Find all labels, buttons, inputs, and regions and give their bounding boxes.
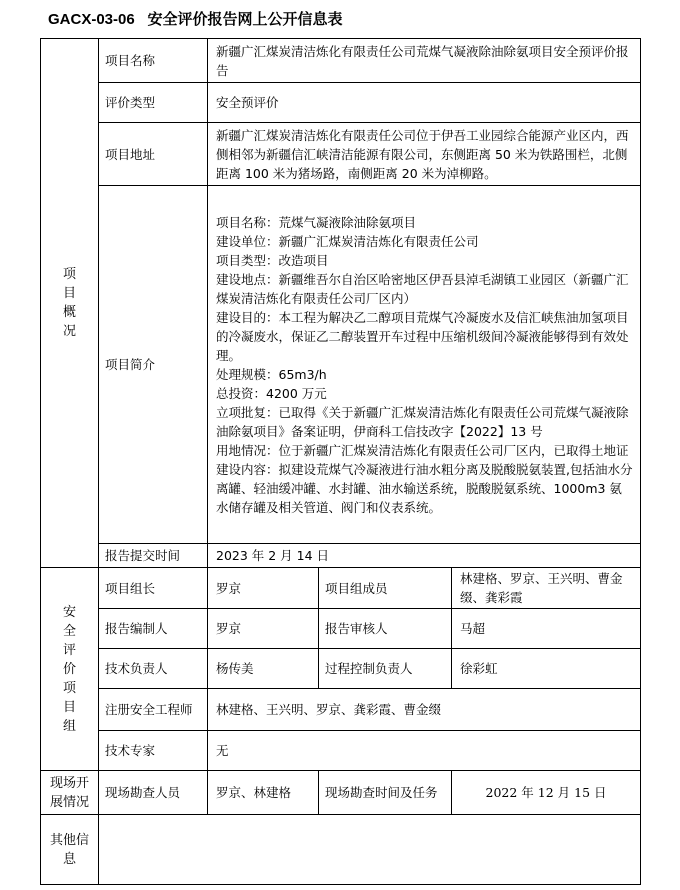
row-tech-lead	[41, 649, 641, 689]
reviewer-label: 报告审核人	[319, 609, 452, 649]
row-author	[41, 609, 641, 649]
row-intro	[41, 186, 641, 544]
intro-line: 立项批复：已取得《关于新疆广汇煤炭清洁炼化有限责任公司荒煤气凝液除油除氨项目》备案证明，伊商科工信技改字【2022】13 号	[216, 404, 629, 439]
disclosure-table	[40, 38, 641, 885]
row-engineers	[41, 689, 641, 731]
row-experts	[41, 731, 641, 771]
intro-line: 建设单位：新疆广汇煤炭清洁炼化有限责任公司	[216, 233, 479, 249]
row-project-name	[41, 39, 641, 83]
section-overview-label: 项目概况	[62, 267, 76, 339]
tech-lead-label: 技术负责人	[99, 649, 208, 689]
members-value: 林建格、罗京、王兴明、曹金缀、龚彩霞	[452, 568, 641, 609]
intro-line: 建设内容：拟建设荒煤气冷凝液进行油水粗分离及脱酸脱氨装置,包括油水分离罐、轻油缓冲罐、水封罐、油水输送系统，脱酸脱氨系统、1000m3 氨水储存罐及相关管道、阀门和仪表系统。	[216, 461, 633, 515]
survey-time-value: 2022 年 12 月 15 日	[452, 771, 641, 815]
experts-label: 技术专家	[99, 731, 208, 771]
section-other-label: 其他信息	[41, 815, 99, 885]
row-leader	[41, 568, 641, 609]
surveyors-label: 现场勘查人员	[99, 771, 208, 815]
intro-line: 项目类型：改造项目	[216, 252, 329, 268]
intro-value	[208, 186, 641, 544]
section-site-label: 现场开展情况	[41, 771, 99, 815]
submit-date-value: 2023 年 2 月 14 日	[208, 544, 641, 568]
form-title: 安全评价报告网上公开信息表	[147, 10, 343, 28]
row-submit-date	[41, 544, 641, 568]
survey-time-label: 现场勘查时间及任务	[319, 771, 452, 815]
document-title	[0, 0, 680, 38]
row-other	[41, 815, 641, 885]
project-name-value: 新疆广汇煤炭清洁炼化有限责任公司荒煤气凝液除油除氨项目安全预评价报告	[208, 39, 641, 83]
author-label: 报告编制人	[99, 609, 208, 649]
intro-line: 用地情况：位于新疆广汇煤炭清洁炼化有限责任公司厂区内，已取得土地证	[216, 442, 629, 458]
intro-line: 建设目的：本工程为解决乙二醇项目荒煤气冷凝废水及信汇峡焦油加氢项目的冷凝废水，保证乙二醇装置开车过程中压缩机级间冷凝液能够得到有效处理。	[216, 309, 629, 363]
address-label: 项目地址	[99, 123, 208, 186]
project-name-label: 项目名称	[99, 39, 208, 83]
leader-value: 罗京	[208, 568, 319, 609]
eval-type-value: 安全预评价	[208, 83, 641, 123]
intro-line: 总投资：4200 万元	[216, 385, 327, 401]
engineers-value: 林建格、王兴明、罗京、龚彩霞、曹金缀	[208, 689, 641, 731]
section-team	[41, 568, 99, 771]
intro-label: 项目简介	[99, 186, 208, 544]
section-team-label: 安全评价项目组	[62, 604, 76, 734]
row-eval-type	[41, 83, 641, 123]
engineers-label: 注册安全工程师	[99, 689, 208, 731]
process-lead-label: 过程控制负责人	[319, 649, 452, 689]
process-lead-value: 徐彩虹	[452, 649, 641, 689]
row-site	[41, 771, 641, 815]
surveyors-value: 罗京、林建格	[208, 771, 319, 815]
intro-line: 建设地点：新疆维吾尔自治区哈密地区伊吾县淖毛湖镇工业园区（新疆广汇煤炭清洁炼化有限责任公司厂区内）	[216, 271, 629, 306]
leader-label: 项目组长	[99, 568, 208, 609]
eval-type-label: 评价类型	[99, 83, 208, 123]
tech-lead-value: 杨传美	[208, 649, 319, 689]
submit-date-label: 报告提交时间	[99, 544, 208, 568]
reviewer-value: 马超	[452, 609, 641, 649]
row-address	[41, 123, 641, 186]
experts-value: 无	[208, 731, 641, 771]
author-value: 罗京	[208, 609, 319, 649]
members-label: 项目组成员	[319, 568, 452, 609]
section-overview	[41, 39, 99, 568]
form-code: GACX-03-06	[48, 11, 135, 28]
address-value: 新疆广汇煤炭清洁炼化有限责任公司位于伊吾工业园综合能源产业区内，西侧相邻为新疆信汇峡清洁能源有限公司，东侧距离 50 米为铁路围栏，北侧距离 100 米为猪场路，南侧距离 20 米为淖柳路。	[208, 123, 641, 186]
intro-line: 项目名称：荒煤气凝液除油除氨项目	[216, 214, 417, 230]
intro-line: 处理规模：65m3/h	[216, 366, 327, 382]
other-value	[99, 815, 641, 885]
